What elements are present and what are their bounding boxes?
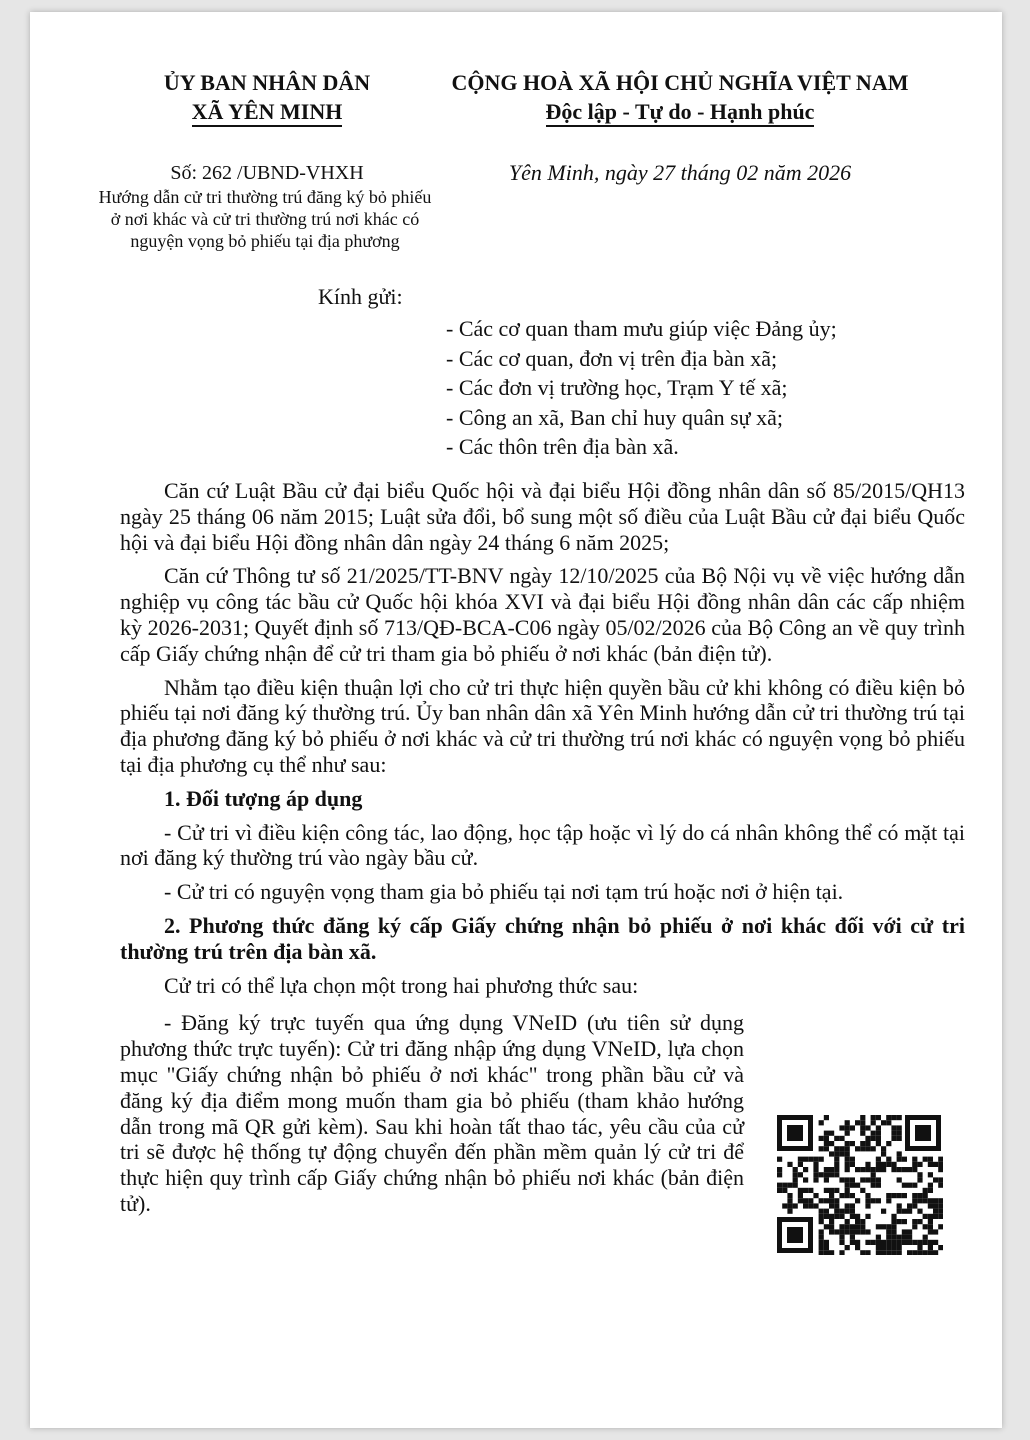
- subject-line: ở nơi khác và cử tri thường trú nơi khác có: [110, 209, 420, 229]
- intro-paragraph: Cử tri có thể lựa chọn một trong hai phương thức sau:: [164, 972, 639, 998]
- document-subject: [60, 186, 470, 252]
- bullet-paragraph: - Cử tri vì điều kiện công tác, lao động, học tập hoặc vì lý do cá nhân không thể có mặt tại nơi đăng ký thường trú vào ngày bầu cử.: [120, 819, 965, 871]
- recipients-label: Kính gửi:: [318, 284, 403, 309]
- issuing-agency: [100, 68, 434, 127]
- bullet-paragraph: - Đăng ký trực tuyến qua ứng dụng VNeID (ưu tiên sử dụng phương thức trực tuyến): Cử tri đăng nhập ứng dụng VNeID, lựa chọn mục "Giấy chứng nhận bỏ phiếu ở nơi khác" trong phần bầu cử và đăng ký địa điểm mong muốn tham gia bỏ phiếu (tham khảo hướng dẫn trong mã QR gửi kèm). Sau khi hoàn tất thao tác, yêu cầu của cử tri sẽ được hệ thống tự động chuyển đến phần mềm quản lý cử tri để thực hiện quy trình cấp Giấy chứng nhận bỏ phiếu nơi khác (bản điện tử).: [120, 1010, 744, 1216]
- recipients-list: [446, 314, 837, 462]
- qr-code-icon: [775, 1113, 943, 1255]
- section-heading: 2. Phương thức đăng ký cấp Giấy chứng nhận bỏ phiếu ở nơi khác đối với cử tri thường trú trên địa bàn xã.: [120, 912, 965, 964]
- section-heading: 1. Đối tượng áp dụng: [164, 785, 363, 811]
- country-name: CỘNG HOÀ XÃ HỘI CHỦ NGHĨA VIỆT NAM: [451, 70, 909, 95]
- subject-line: Hướng dẫn cử tri thường trú đăng ký bỏ phiếu: [98, 187, 432, 207]
- national-motto: Độc lập - Tự do - Hạnh phúc: [546, 98, 815, 127]
- recipient-item: - Các cơ quan, đơn vị trên địa bàn xã;: [446, 345, 778, 371]
- recipient-item: - Công an xã, Ban chỉ huy quân sự xã;: [446, 404, 783, 430]
- national-title: [430, 68, 930, 127]
- subject-line: nguyện vọng bỏ phiếu tại địa phương: [130, 231, 400, 251]
- recipient-item: - Các đơn vị trường học, Trạm Y tế xã;: [446, 375, 788, 400]
- legal-basis-paragraph: Căn cứ Thông tư số 21/2025/TT-BNV ngày 12/10/2025 của Bộ Nội vụ về việc hướng dẫn nghiệp vụ công tác bầu cử Quốc hội khóa XVI và đại biểu Hội đồng nhân dân các cấp nhiệm kỳ 2026-2031; Quyết định số 713/QĐ-BCA-C06 ngày 05/02/2026 của Bộ Công an về quy trình cấp Giấy chứng nhận để cử tri tham gia bỏ phiếu ở nơi khác (bản điện tử).: [120, 563, 965, 666]
- recipient-item: - Các cơ quan tham mưu giúp việc Đảng ủy;: [446, 316, 837, 341]
- document-date: Yên Minh, ngày 27 tháng 02 năm 2026: [508, 160, 852, 185]
- recipient-item: - Các thôn trên địa bàn xã.: [446, 434, 679, 459]
- document-number: Số: 262 /UBND-VHXH: [170, 162, 364, 184]
- legal-basis-paragraph: Căn cứ Luật Bầu cử đại biểu Quốc hội và đại biểu Hội đồng nhân dân số 85/2015/QH13 ngày 25 tháng 06 năm 2015; Luật sửa đổi, bổ sung một số điều của Luật Bầu cử đại biểu Quốc hội và đại biểu Hội đồng nhân dân ngày 24 tháng 6 năm 2025;: [120, 478, 965, 555]
- agency-name: ỦY BAN NHÂN DÂN: [163, 70, 371, 95]
- bullet-paragraph: - Cử tri có nguyện vọng tham gia bỏ phiếu tại nơi tạm trú hoặc nơi ở hiện tại.: [164, 879, 844, 905]
- purpose-paragraph: Nhằm tạo điều kiện thuận lợi cho cử tri thực hiện quyền bầu cử khi không có điều kiện bỏ phiếu tại nơi đăng ký thường trú. Ủy ban nhân dân xã Yên Minh hướng dẫn cử tri thường trú tại địa phương đăng ký bỏ phiếu ở nơi khác và cử tri thường trú nơi khác có nguyện vọng bỏ phiếu tại địa phương cụ thể như sau:: [120, 674, 965, 777]
- commune-name: XÃ YÊN MINH: [192, 98, 343, 127]
